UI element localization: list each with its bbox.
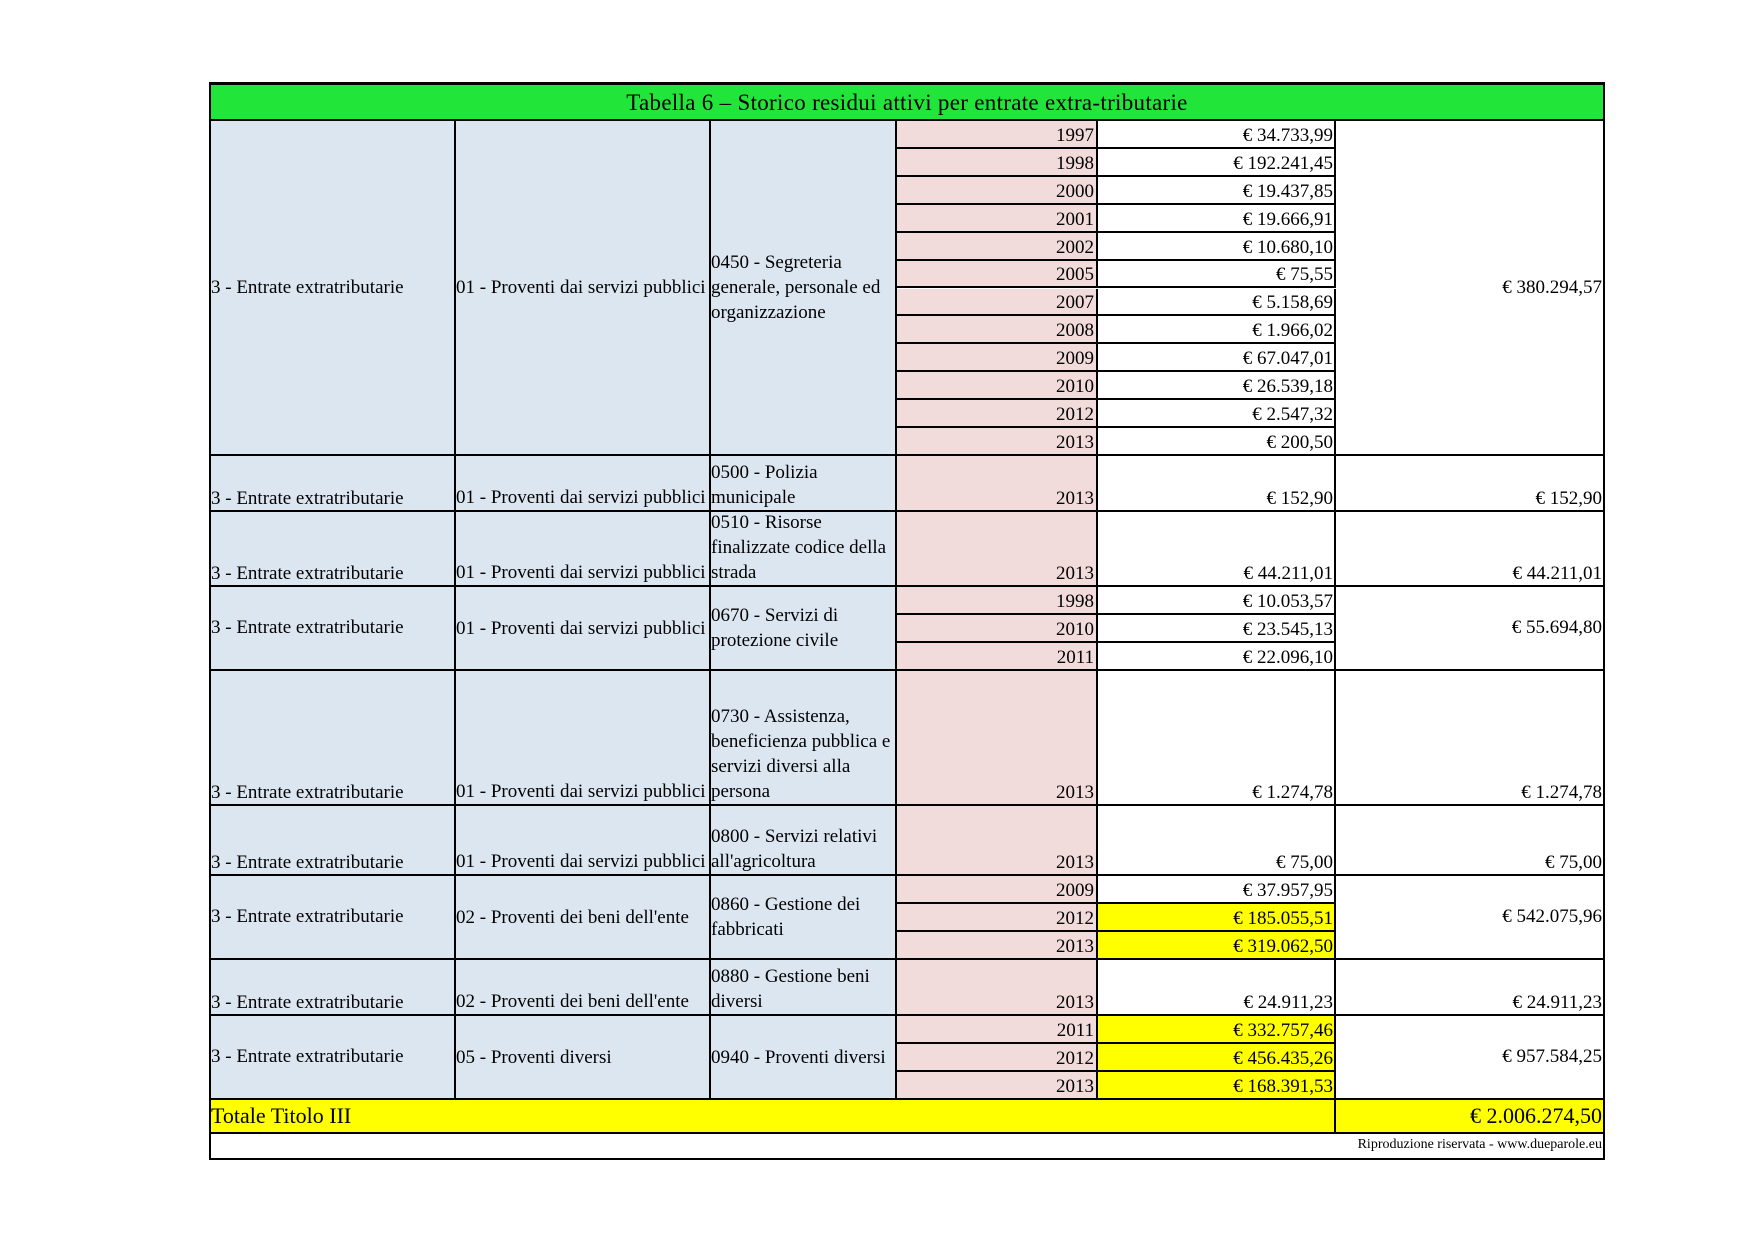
titolo-cell-text: 3 - Entrate extratributarie [211, 906, 404, 927]
servizio-cell [711, 512, 897, 587]
year-cell [897, 177, 1098, 205]
year-cell-text: 2007 [1056, 292, 1094, 314]
amount-cell-text: € 200,50 [1266, 431, 1333, 453]
group-total-cell-text: € 24.911,23 [1512, 992, 1602, 1013]
table-title: Tabella 6 – Storico residui attivi per entrate extra-tributarie [211, 85, 1603, 121]
year-cell-text: 2009 [1056, 348, 1094, 370]
amount-cell [1098, 587, 1336, 615]
categoria-cell-text: 01 - Proventi dai servizi pubblici [456, 487, 706, 508]
year-cell [897, 932, 1098, 960]
categoria-cell-text: 02 - Proventi dei beni dell'ente [456, 906, 689, 928]
amount-cell-text: € 5.158,69 [1252, 292, 1333, 314]
titolo-cell [211, 671, 456, 806]
amount-cell-text: € 332.757,46 [1233, 1020, 1333, 1041]
amount-cell-text: € 10.680,10 [1242, 236, 1333, 258]
amount-cell-text: € 22.096,10 [1242, 647, 1333, 668]
amount-cell-text: € 185.055,51 [1233, 908, 1333, 929]
group-total-cell [1336, 456, 1603, 512]
year-cell-text: 2013 [1056, 431, 1094, 453]
categoria-cell-text: 01 - Proventi dai servizi pubblici [456, 277, 706, 298]
group-total-cell-text: € 75,00 [1545, 852, 1602, 873]
amount-cell [1098, 344, 1336, 372]
year-cell-text: 1998 [1056, 591, 1094, 612]
year-cell [897, 587, 1098, 615]
group-total-cell-text: € 380.294,57 [1502, 276, 1602, 298]
servizio-cell-text: 0940 - Proventi diversi [711, 1046, 886, 1068]
amount-cell [1098, 121, 1336, 149]
year-cell [897, 512, 1098, 587]
amount-cell [1098, 643, 1336, 671]
amount-cell [1098, 671, 1336, 806]
year-cell-text: 2013 [1056, 936, 1094, 957]
categoria-cell-text: 01 - Proventi dai servizi pubblici [456, 617, 706, 639]
year-cell [897, 233, 1098, 261]
amount-cell-text: € 75,00 [1276, 852, 1333, 873]
amount-cell-text: € 23.545,13 [1242, 619, 1333, 640]
amount-cell [1098, 289, 1336, 317]
year-cell [897, 876, 1098, 904]
amount-cell [1098, 205, 1336, 233]
year-cell-text: 2011 [1056, 1020, 1094, 1041]
year-cell [897, 643, 1098, 671]
year-cell-text: 2008 [1056, 320, 1094, 342]
year-cell-text: 2012 [1056, 404, 1094, 426]
servizio-cell [711, 121, 897, 456]
footer-note: Riproduzione riservata - www.dueparole.eu [1357, 1137, 1602, 1152]
servizio-cell [711, 671, 897, 806]
amount-cell [1098, 876, 1336, 904]
amount-cell-text: € 26.539,18 [1242, 376, 1333, 398]
year-cell-text: 2009 [1056, 880, 1094, 901]
year-cell [897, 149, 1098, 177]
amount-cell-text: € 456.435,26 [1233, 1048, 1333, 1069]
year-cell-text: 2010 [1056, 619, 1094, 640]
group-total-cell [1336, 1016, 1603, 1100]
year-cell [897, 261, 1098, 289]
amount-cell-text: € 34.733,99 [1242, 124, 1333, 146]
year-cell [897, 456, 1098, 512]
amount-cell-text: € 10.053,57 [1242, 591, 1333, 612]
year-cell [897, 960, 1098, 1016]
amount-cell [1098, 372, 1336, 400]
categoria-cell-text: 01 - Proventi dai servizi pubblici [456, 781, 706, 802]
year-cell-text: 2013 [1056, 488, 1094, 509]
categoria-cell [456, 456, 711, 512]
titolo-cell [211, 456, 456, 512]
year-cell [897, 121, 1098, 149]
year-cell-text: 2011 [1056, 647, 1094, 668]
titolo-cell [211, 512, 456, 587]
titolo-cell-text: 3 - Entrate extratributarie [211, 563, 404, 584]
year-cell [897, 615, 1098, 643]
year-cell [897, 428, 1098, 456]
grand-total-value: € 2.006.274,50 [1336, 1100, 1603, 1134]
servizio-cell [711, 587, 897, 671]
group-total-cell-text: € 55.694,80 [1511, 617, 1602, 638]
servizio-cell [711, 1016, 897, 1100]
amount-cell-text: € 67.047,01 [1242, 348, 1333, 370]
year-cell-text: 2013 [1056, 782, 1094, 803]
group-total-cell-text: € 957.584,25 [1502, 1046, 1602, 1067]
amount-cell [1098, 261, 1336, 289]
amount-cell-text: € 19.437,85 [1242, 180, 1333, 202]
table-body [211, 121, 1603, 1161]
year-cell [897, 400, 1098, 428]
servizio-cell-text: 0500 - Polizia municipale [711, 462, 818, 508]
amount-cell-text: € 37.957,95 [1242, 880, 1333, 901]
year-cell [897, 344, 1098, 372]
amount-cell [1098, 456, 1336, 512]
amount-cell [1098, 806, 1336, 876]
servizio-cell [711, 456, 897, 512]
servizio-cell-text: 0510 - Risorse finalizzate codice della strada [711, 512, 887, 583]
amount-cell [1098, 233, 1336, 261]
year-cell [897, 1044, 1098, 1072]
amount-cell [1098, 904, 1336, 932]
titolo-cell [211, 876, 456, 960]
year-cell-text: 2012 [1056, 1048, 1094, 1069]
group-total-cell [1336, 121, 1603, 456]
year-cell [897, 1072, 1098, 1100]
year-cell [897, 372, 1098, 400]
categoria-cell [456, 587, 711, 671]
servizio-cell-text: 0730 - Assistenza, beneficienza pubblica e servizi diversi alla persona [711, 706, 891, 802]
year-cell-text: 1997 [1056, 124, 1094, 146]
year-cell-text: 2013 [1056, 1076, 1094, 1097]
group-total-cell [1336, 960, 1603, 1016]
amount-cell [1098, 1016, 1336, 1044]
amount-cell-text: € 152,90 [1266, 488, 1333, 509]
year-cell [897, 671, 1098, 806]
amount-cell-text: € 44.211,01 [1243, 563, 1333, 584]
titolo-cell-text: 3 - Entrate extratributarie [211, 276, 404, 298]
amount-cell-text: € 75,55 [1276, 264, 1333, 286]
group-total-cell [1336, 587, 1603, 671]
amount-cell-text: € 2.547,32 [1252, 404, 1333, 426]
amount-cell [1098, 428, 1336, 456]
group-total-cell [1336, 671, 1603, 806]
servizio-cell [711, 876, 897, 960]
titolo-cell-text: 3 - Entrate extratributarie [211, 992, 404, 1013]
year-cell [897, 289, 1098, 317]
year-cell-text: 2012 [1056, 908, 1094, 929]
amount-cell-text: € 1.274,78 [1252, 782, 1333, 803]
categoria-cell-text: 01 - Proventi dai servizi pubblici [456, 851, 706, 872]
year-cell-text: 2002 [1056, 236, 1094, 258]
titolo-cell-text: 3 - Entrate extratributarie [211, 852, 404, 873]
servizio-cell-text: 0450 - Segreteria generale, personale ed organizzazione [711, 252, 881, 323]
amount-cell [1098, 932, 1336, 960]
servizio-cell-text: 0670 - Servizi di protezione civile [711, 605, 839, 651]
categoria-cell [456, 512, 711, 587]
servizio-cell [711, 960, 897, 1016]
titolo-cell-text: 3 - Entrate extratributarie [211, 488, 404, 509]
titolo-cell [211, 587, 456, 671]
year-cell [897, 1016, 1098, 1044]
amount-cell [1098, 316, 1336, 344]
titolo-cell [211, 960, 456, 1016]
group-total-cell [1336, 876, 1603, 960]
titolo-cell-text: 3 - Entrate extratributarie [211, 782, 404, 803]
year-cell [897, 904, 1098, 932]
servizio-cell [711, 806, 897, 876]
servizio-cell-text: 0880 - Gestione beni diversi [711, 966, 870, 1012]
year-cell-text: 2013 [1056, 992, 1094, 1013]
amount-cell [1098, 512, 1336, 587]
categoria-cell [456, 1016, 711, 1100]
amount-cell [1098, 615, 1336, 643]
year-cell-text: 2005 [1056, 264, 1094, 286]
year-cell [897, 316, 1098, 344]
amount-cell-text: € 319.062,50 [1233, 936, 1333, 957]
amount-cell [1098, 400, 1336, 428]
residui-table [209, 82, 1605, 1160]
amount-cell-text: € 1.966,02 [1252, 320, 1333, 342]
group-total-cell-text: € 152,90 [1535, 488, 1602, 509]
year-cell [897, 806, 1098, 876]
categoria-cell-text: 01 - Proventi dai servizi pubblici [456, 562, 706, 583]
grand-total-label: Totale Titolo III [211, 1100, 1336, 1134]
categoria-cell [456, 960, 711, 1016]
titolo-cell-text: 3 - Entrate extratributarie [211, 1046, 404, 1067]
year-cell-text: 2013 [1056, 852, 1094, 873]
servizio-cell-text: 0800 - Servizi relativi all'agricoltura [711, 826, 878, 872]
servizio-cell-text: 0860 - Gestione dei fabbricati [711, 894, 861, 940]
titolo-cell [211, 121, 456, 456]
year-cell-text: 1998 [1056, 152, 1094, 174]
amount-cell [1098, 1044, 1336, 1072]
categoria-cell [456, 876, 711, 960]
titolo-cell [211, 806, 456, 876]
amount-cell [1098, 960, 1336, 1016]
year-cell-text: 2013 [1056, 563, 1094, 584]
group-total-cell-text: € 44.211,01 [1512, 563, 1602, 584]
titolo-cell-text: 3 - Entrate extratributarie [211, 617, 404, 638]
categoria-cell-text: 02 - Proventi dei beni dell'ente [456, 991, 689, 1012]
amount-cell [1098, 1072, 1336, 1100]
amount-cell [1098, 149, 1336, 177]
group-total-cell [1336, 806, 1603, 876]
year-cell-text: 2010 [1056, 376, 1094, 398]
titolo-cell [211, 1016, 456, 1100]
amount-cell [1098, 177, 1336, 205]
categoria-cell [456, 121, 711, 456]
categoria-cell [456, 806, 711, 876]
amount-cell-text: € 192.241,45 [1233, 152, 1333, 174]
amount-cell-text: € 168.391,53 [1233, 1076, 1333, 1097]
group-total-cell-text: € 1.274,78 [1521, 782, 1602, 803]
group-total-cell-text: € 542.075,96 [1502, 906, 1602, 927]
categoria-cell [456, 671, 711, 806]
year-cell-text: 2001 [1056, 208, 1094, 230]
categoria-cell-text: 05 - Proventi diversi [456, 1046, 612, 1068]
amount-cell-text: € 19.666,91 [1242, 208, 1333, 230]
year-cell [897, 205, 1098, 233]
amount-cell-text: € 24.911,23 [1243, 992, 1333, 1013]
group-total-cell [1336, 512, 1603, 587]
year-cell-text: 2000 [1056, 180, 1094, 202]
